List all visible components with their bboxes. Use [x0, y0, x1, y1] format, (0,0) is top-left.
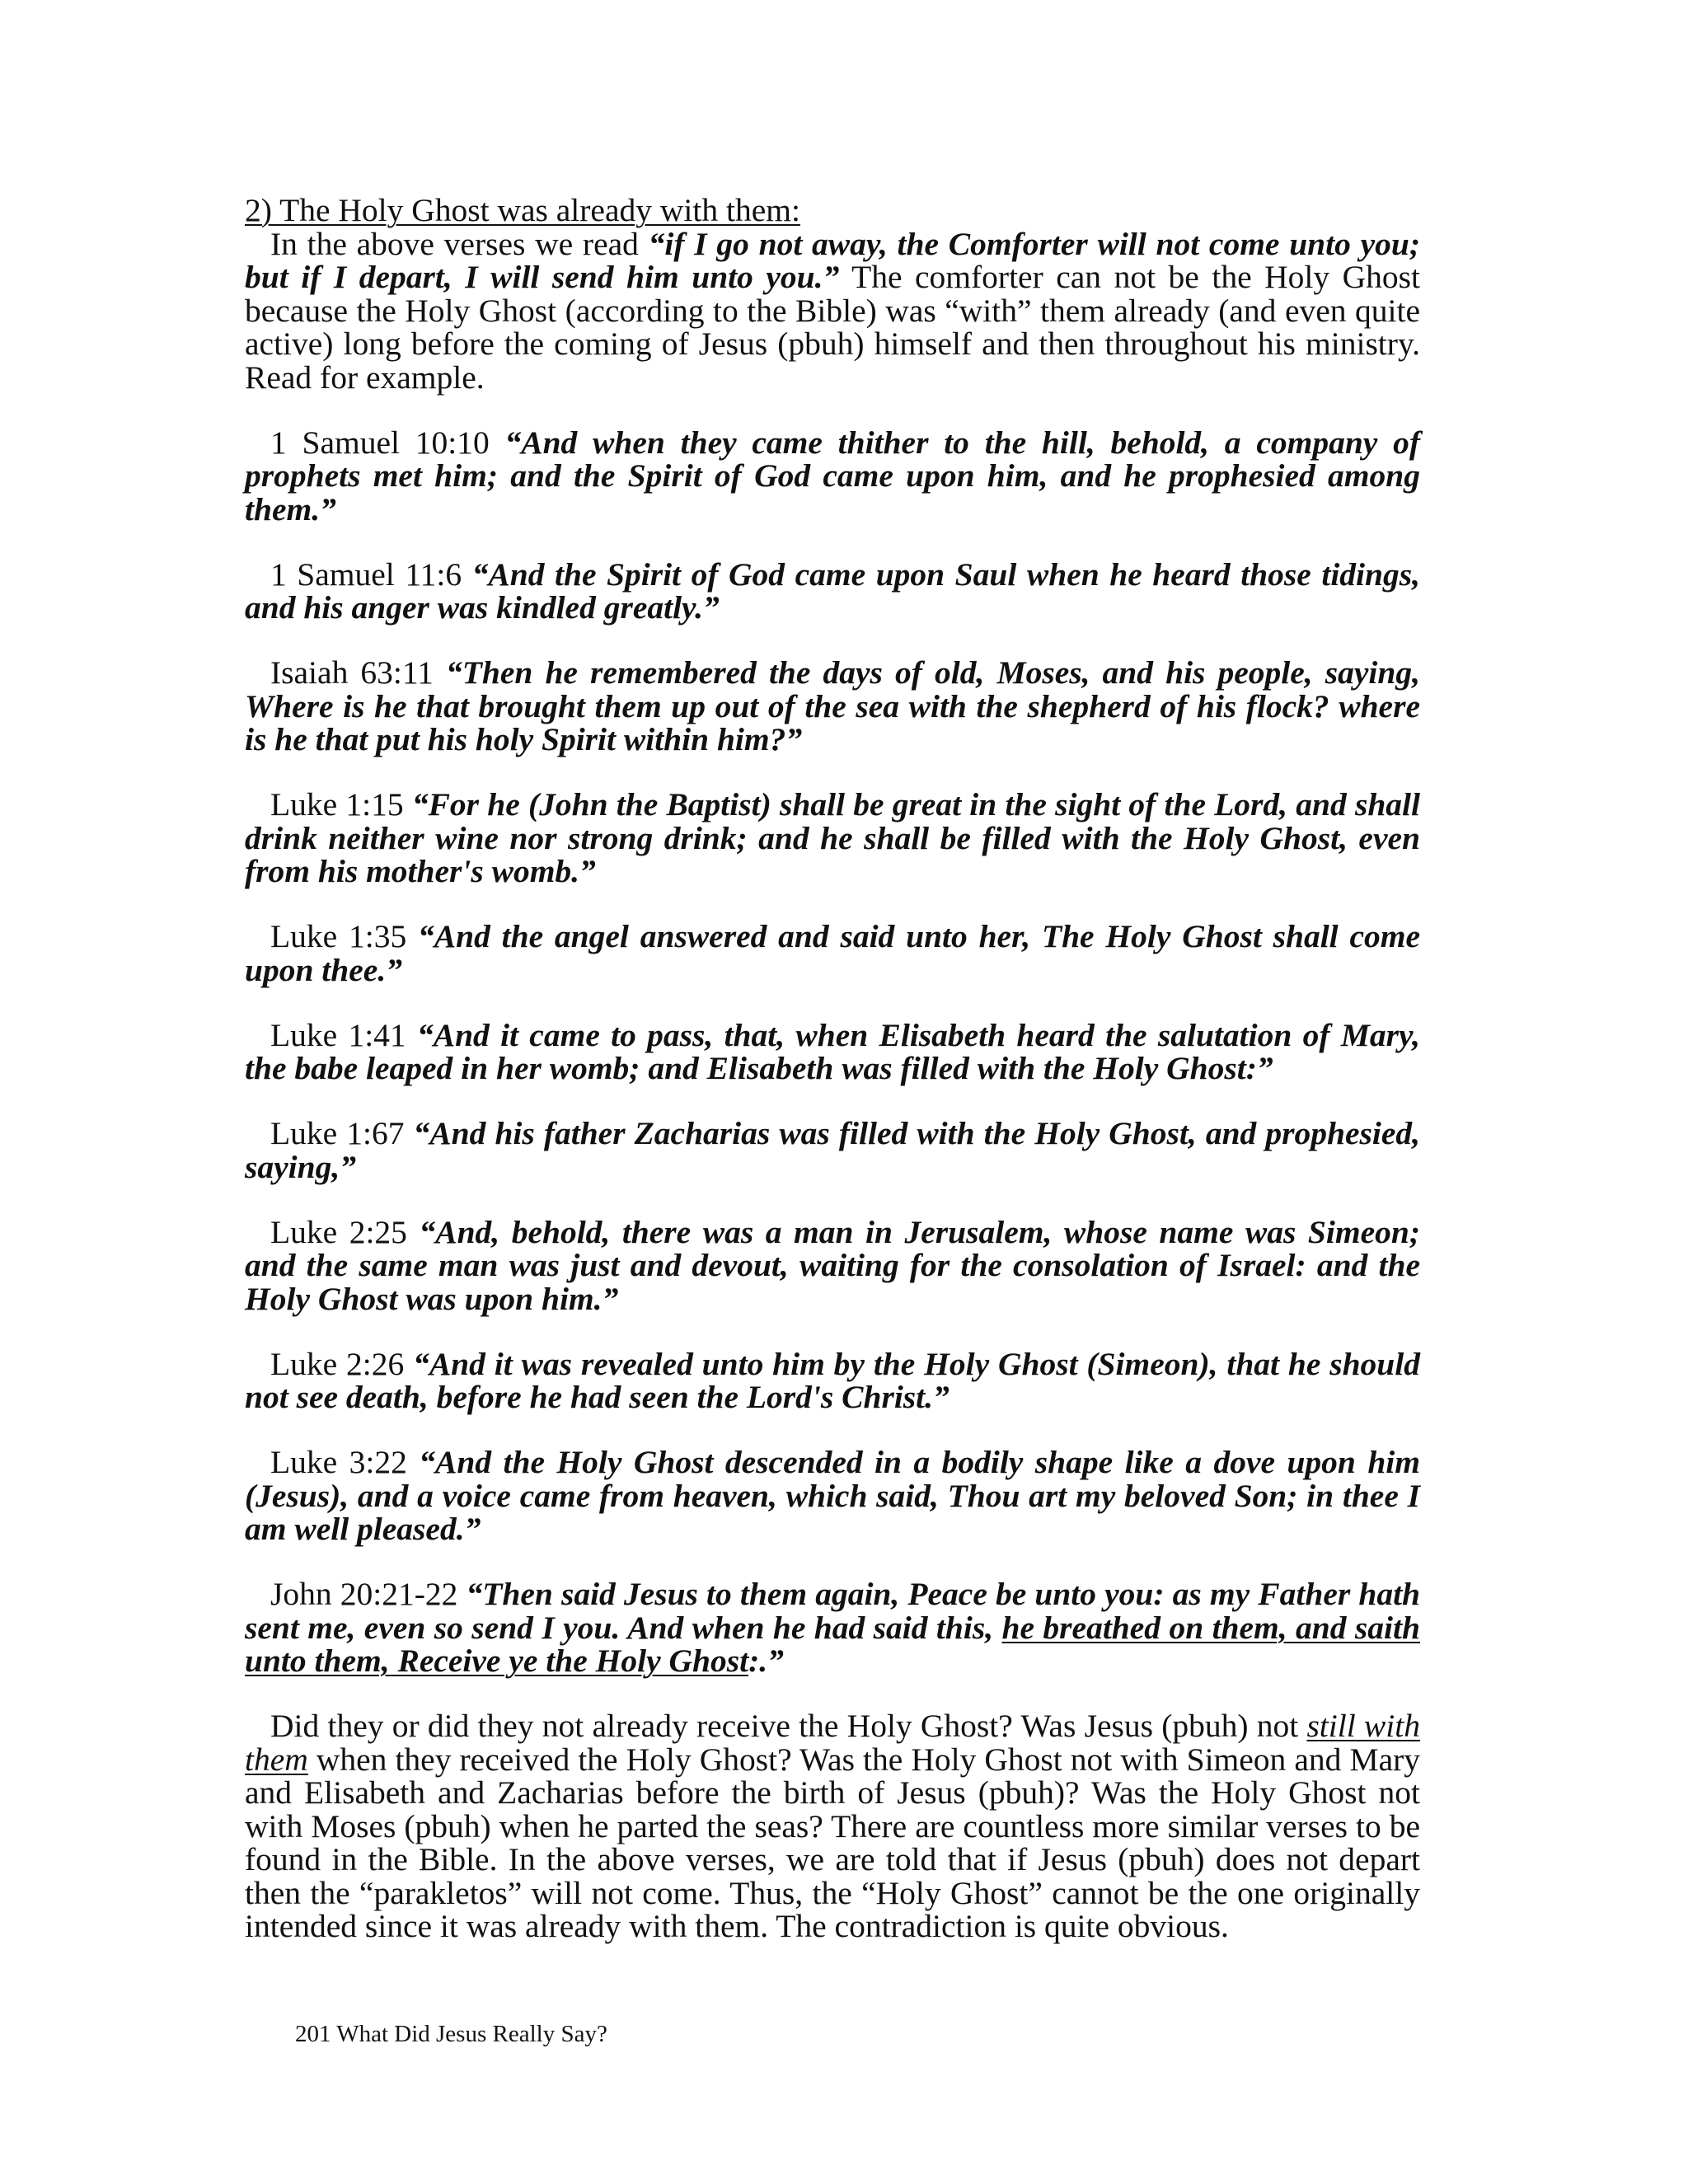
verse-reference: Luke 2:25: [270, 1213, 420, 1250]
page-footer: 201 What Did Jesus Really Say?: [295, 2021, 607, 2047]
conclusion-text-continued: when they received the Holy Ghost? Was the Holy Ghost not with Simeon and Mary and Elisabeth and Zacharias before the birth of Jesus (pbuh)? Was the Holy Ghost not with Moses (pbuh) when he parted the seas? There are countless more similar verses to be found in the Bible. In the above verses, we are told that if Jesus (pbuh) does not depart then the “parakletos” will not come. Thus, the “Holy Ghost” cannot be the one originally intended since it was already with them. The contradiction is quite obvious.: [245, 1741, 1420, 1944]
verse-quote: “Then he remembered the days of old, Moses, and his people, saying, Where is he that brought them up out of the sea with the shepherd of his flock? where is he that put his holy Spirit within him?”: [245, 654, 1420, 757]
verse-quote: “And the angel answered and said unto her, The Holy Ghost shall come upon thee.”: [245, 918, 1420, 988]
section-heading: 2) The Holy Ghost was already with them:: [245, 192, 800, 228]
verse-paragraph: [245, 656, 1420, 757]
verse-paragraph: [245, 920, 1420, 987]
verse-paragraph: [245, 1347, 1420, 1414]
verse-paragraph: [245, 1117, 1420, 1183]
verse-paragraph: [245, 555, 1420, 626]
verse-paragraph: [245, 1446, 1420, 1546]
verse-reference: Luke 1:15: [270, 786, 412, 823]
verse-quote: “And it was revealed unto him by the Holy Ghost (Simeon), that he should not see death, before he had seen the Lord's Christ.”: [245, 1345, 1420, 1415]
verse-reference: John 20:21-22: [270, 1576, 467, 1612]
conclusion-text: Did they or did they not already receive the Holy Ghost? Was Jesus (pbuh) not: [270, 1708, 1307, 1744]
verse-quote-end: :.”: [748, 1643, 784, 1679]
intro-text-continued: The comforter can not be the Holy Ghost because the Holy Ghost (according to the Bible) was “with” them already (and even quite active) long before the coming of Jesus (pbuh) himself and then throughout his ministry. Read for example.: [245, 259, 1420, 396]
verse-quote: “And his father Zacharias was filled with the Holy Ghost, and prophesied, saying,”: [245, 1115, 1420, 1185]
conclusion-emphasis: still with them: [245, 1708, 1420, 1778]
verse-quote: “And, behold, there was a man in Jerusalem, whose name was Simeon; and the same man was just and devout, waiting for the consolation of Israel: and the Holy Ghost was upon him.”: [245, 1213, 1420, 1317]
verse-paragraph: [245, 1016, 1420, 1086]
verse-reference: Luke 1:41: [270, 1016, 417, 1053]
verse-reference: Luke 1:35: [270, 918, 419, 954]
john-verse-paragraph: [245, 1577, 1420, 1678]
verse-quote: “Then said Jesus to them again, Peace be unto you: as my Father hath sent me, even so send I you. And when he had said this,: [245, 1576, 1421, 1646]
verse-reference: Luke 2:26: [270, 1345, 414, 1382]
intro-text: In the above verses we read: [270, 225, 649, 262]
verse-reference: 1 Samuel 11:6: [270, 555, 472, 593]
verse-quote-underlined: he breathed on them, and saith unto them, Receive ye the Holy Ghost: [245, 1609, 1420, 1679]
verse-quote: “For he (John the Baptist) shall be great in the sight of the Lord, and shall drink neither wine nor strong drink; and he shall be filled with the Holy Ghost, even from his mother's womb.”: [245, 786, 1420, 889]
verse-quote: “And it came to pass, that, when Elisabeth heard the salutation of Mary, the babe leaped in her womb; and Elisabeth was filled with the Holy Ghost:”: [245, 1016, 1420, 1086]
verse-quote: “And the Spirit of God came upon Saul when he heard those tidings, and his anger was kindled greatly.”: [245, 555, 1420, 626]
intro-paragraph: [245, 227, 1420, 395]
verse-reference: 1 Samuel 10:10: [270, 424, 505, 461]
intro-quote: “if I go not away, the Comforter will not come unto you; but if I depart, I will send him unto you.”: [245, 225, 1420, 295]
verse-paragraph: [245, 788, 1420, 888]
verse-reference: Luke 1:67: [270, 1115, 414, 1151]
verse-reference: Isaiah 63:11: [270, 654, 447, 691]
verse-paragraph: [245, 426, 1420, 527]
conclusion-paragraph: [245, 1709, 1420, 1943]
page-body: [245, 194, 1420, 1975]
verse-quote: “And the Holy Ghost descended in a bodily shape like a dove upon him (Jesus), and a voice came from heaven, which said, Thou art my beloved Son; in thee I am well pleased.”: [245, 1444, 1420, 1547]
verse-quote: “And when they came thither to the hill, behold, a company of prophets met him; and the Spirit of God came upon him, and he prophesied among them.”: [245, 424, 1420, 527]
verse-reference: Luke 3:22: [270, 1444, 420, 1480]
verse-paragraph: [245, 1213, 1420, 1317]
